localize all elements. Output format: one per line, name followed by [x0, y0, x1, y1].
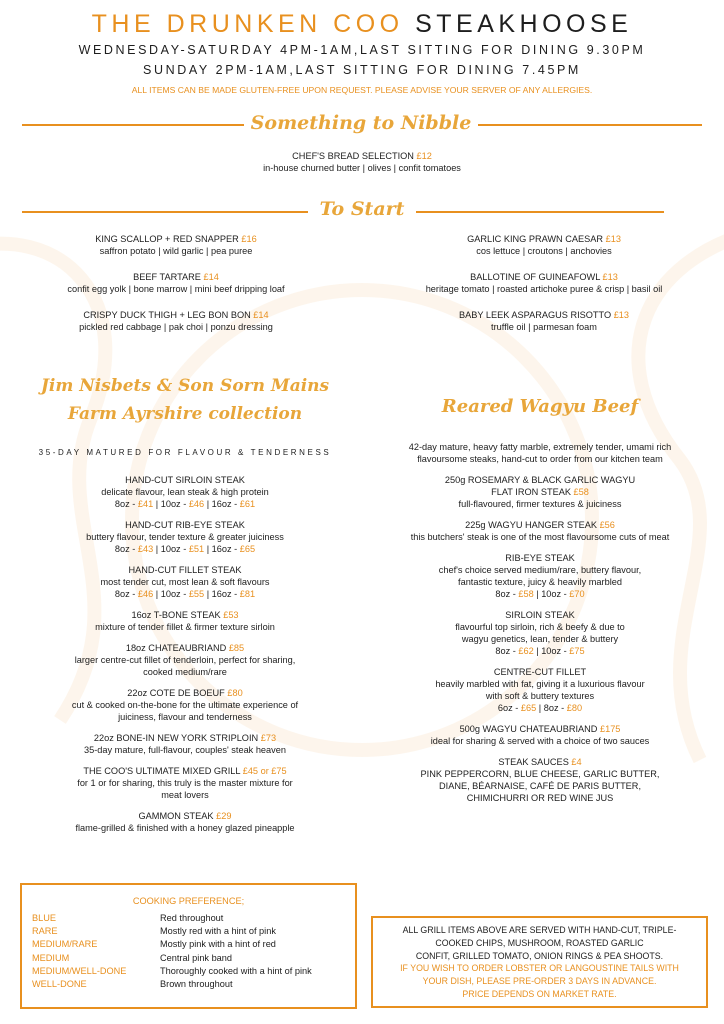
heading-line: Jim Nisbets & Son Sorn Mains — [40, 376, 330, 396]
item-description: this butchers' steak is one of the most flavoursome cuts of meat — [410, 532, 670, 542]
menu-item — [20, 309, 332, 333]
starters-right-column — [384, 233, 704, 333]
item-name: 22oz COTE DE BOEUF — [127, 688, 225, 698]
divider-left — [22, 124, 244, 126]
cooking-row: MEDIUM Central pink band — [32, 952, 233, 963]
item-sizes: 8oz - £46 | 10oz - £55 | 16oz - £81 — [114, 589, 256, 599]
note-line: PRICE DEPENDS ON MARKET RATE. — [462, 988, 617, 999]
wagyu-intro: 42-day mature, heavy fatty marble, extremely tender, umami rich flavoursome steaks, hand-cut to order from our kitchen team — [408, 442, 672, 464]
item-sizes: 8oz - £43 | 10oz - £51 | 16oz - £65 — [114, 544, 256, 554]
item-price: £85 — [228, 643, 245, 653]
menu-item — [384, 271, 704, 295]
title-part-1: THE DRUNKEN COO — [91, 10, 404, 38]
item-price: £13 — [613, 310, 630, 320]
menu-item — [384, 309, 704, 333]
item-description: with soft & buttery textures — [485, 691, 595, 701]
item-name: BEEF TARTARE — [133, 272, 201, 282]
menu-item — [0, 150, 724, 174]
item-name: GARLIC KING PRAWN CAESAR — [467, 234, 604, 244]
note-line: COOKED CHIPS, MUSHROOM, ROASTED GARLIC — [435, 937, 644, 948]
jim-steaks-column — [20, 474, 350, 834]
item-sizes: 8oz - £41 | 10oz - £46 | 16oz - £61 — [114, 499, 256, 509]
item-description: fantastic texture, juicy & heavily marbled — [458, 577, 622, 587]
menu-item — [20, 609, 350, 633]
item-description: larger centre-cut fillet of tenderloin, perfect for sharing, — [74, 655, 296, 665]
section-subheading-jim: 35-DAY MATURED FOR FLAVOUR & TENDERNESS — [38, 448, 332, 457]
section-heading-jim — [20, 372, 350, 428]
menu-item — [384, 233, 704, 257]
item-price: £53 — [223, 610, 239, 620]
section-heading-wagyu: Reared Wagyu Beef — [441, 396, 639, 417]
item-name: 18oz CHATEAUBRIAND — [125, 643, 227, 653]
menu-item — [20, 271, 332, 295]
item-price: £13 — [602, 272, 618, 282]
item-name: 225g WAGYU HANGER STEAK — [465, 520, 597, 530]
cooking-title: COOKING PREFERENCE; — [132, 896, 245, 906]
menu-item — [20, 810, 350, 834]
item-description: buttery flavour, tender texture & greater juiciness — [86, 532, 284, 542]
menu-item — [20, 642, 350, 678]
item-description: flame-grilled & finished with a honey glazed pineapple — [75, 823, 295, 833]
item-name: CRISPY DUCK THIGH + LEG BON BON — [83, 310, 251, 320]
item-description: cos lettuce | croutons | anchovies — [476, 246, 612, 256]
item-description: full-flavoured, firmer textures & juiciness — [458, 499, 622, 509]
item-description: cut & cooked on-the-bone for the ultimate experience of — [71, 700, 299, 710]
cooking-row: BLUE Red throughout — [32, 913, 224, 923]
cooking-preference-box — [20, 883, 357, 1009]
item-description: heritage tomato | roasted artichoke puree & crisp | basil oil — [425, 284, 663, 294]
restaurant-title — [0, 10, 724, 39]
item-description: heavily marbled with fat, giving it a luxurious flavour — [435, 679, 645, 689]
cooking-row: MEDIUM/WELL-DONE Thoroughly cooked with a hint of pink — [32, 965, 312, 976]
divider-right — [478, 124, 702, 126]
section-heading-nibble: Something to Nibble — [250, 112, 472, 134]
item-name: BABY LEEK ASPARAGUS RISOTTO — [458, 310, 612, 320]
item-price: £175 — [599, 724, 621, 734]
item-description: pickled red cabbage | pak choi | ponzu dressing — [79, 322, 273, 332]
allergy-notice: ALL ITEMS CAN BE MADE GLUTEN-FREE UPON REQUEST. PLEASE ADVISE YOUR SERVER OF ANY ALLERGIES. — [131, 85, 593, 95]
item-description: delicate flavour, lean steak & high protein — [101, 487, 269, 497]
item-sizes: 6oz - £65 | 8oz - £80 — [497, 703, 583, 713]
item-description: mixture of tender fillet & firmer texture sirloin — [95, 622, 275, 632]
item-name: 22oz BONE-IN NEW YORK STRIPLOIN — [93, 733, 259, 743]
menu-item — [20, 474, 350, 510]
menu-item — [370, 519, 710, 543]
item-name: RIB-EYE STEAK — [505, 553, 575, 563]
divider-right — [416, 211, 664, 213]
cooking-row: MEDIUM/RARE Mostly pink with a hint of red — [32, 939, 276, 950]
sauce-line: CHIMICHURRI OR RED WINE JUS — [466, 793, 614, 803]
hours-line-1: WEDNESDAY-SATURDAY 4PM-1AM,LAST SITTING FOR DINING 9.30PM — [78, 43, 646, 57]
item-description: for 1 or for sharing, this truly is the master mixture for — [77, 778, 293, 788]
starters-left-column — [20, 233, 332, 333]
item-description: flavourful top sirloin, rich & beefy & due to — [455, 622, 625, 632]
note-line: ALL GRILL ITEMS ABOVE ARE SERVED WITH HAND-CUT, TRIPLE- — [402, 925, 677, 935]
item-price: £45 or £75 — [242, 766, 287, 776]
item-description: truffle oil | parmesan foam — [491, 322, 597, 332]
section-heading-start: To Start — [319, 198, 405, 220]
item-price: £56 — [599, 520, 615, 530]
menu-item — [370, 723, 710, 747]
item-description: confit egg yolk | bone marrow | mini beef dripping loaf — [67, 284, 285, 294]
note-line: YOUR DISH, PLEASE PRE-ORDER 3 DAYS IN ADVANCE. — [422, 976, 657, 987]
item-name: 16oz T-BONE STEAK — [131, 610, 221, 620]
cooking-row: WELL-DONE Brown throughout — [32, 979, 233, 990]
item-price: £4 — [571, 757, 582, 767]
wagyu-column — [370, 441, 710, 804]
menu-item — [370, 666, 710, 714]
item-name: HAND-CUT RIB-EYE STEAK — [125, 520, 245, 530]
item-price: £13 — [605, 234, 621, 244]
item-name: HAND-CUT SIRLOIN STEAK — [125, 475, 245, 485]
item-sizes: 8oz - £58 | 10oz - £70 — [495, 589, 585, 599]
item-price: £14 — [253, 310, 269, 320]
sauce-line: DIANE, BÉARNAISE, CAFÉ DE PARIS BUTTER, — [439, 781, 641, 791]
item-name: STEAK SAUCES — [498, 757, 569, 767]
item-description: wagyu genetics, lean, tender & buttery — [461, 634, 619, 644]
item-name: KING SCALLOP + RED SNAPPER — [95, 234, 239, 244]
item-name: CHEF'S BREAD SELECTION — [292, 151, 414, 161]
item-description: saffron potato | wild garlic | pea puree — [99, 246, 253, 256]
title-part-2: STEAKHOOSE — [415, 10, 633, 38]
item-price: £12 — [416, 151, 432, 161]
item-description: most tender cut, most lean & soft flavours — [100, 577, 270, 587]
menu-item — [20, 519, 350, 555]
heading-line: Farm Ayrshire collection — [67, 404, 303, 424]
note-line: CONFIT, GRILLED TOMATO, ONION RINGS & PEA SHOOTS. — [415, 950, 664, 961]
item-name: FLAT IRON STEAK — [491, 487, 571, 497]
hours-line-2: SUNDAY 2PM-1AM,LAST SITTING FOR DINING 7.45PM — [143, 63, 581, 77]
item-description: 35-day mature, full-flavour, couples' steak heaven — [84, 745, 286, 755]
note-line: IF YOU WISH TO ORDER LOBSTER OR LANGOUSTINE TAILS WITH — [400, 963, 679, 974]
item-description: in-house churned butter | olives | confit tomatoes — [263, 163, 461, 173]
cooking-row: RARE Mostly red with a hint of pink — [32, 926, 276, 937]
sauce-line: PINK PEPPERCORN, BLUE CHEESE, GARLIC BUTTER, — [420, 769, 660, 779]
item-description: cooked medium/rare — [143, 667, 227, 677]
item-description: juiciness, flavour and tenderness — [118, 712, 252, 722]
menu-item — [370, 552, 710, 600]
grill-note-box — [371, 916, 708, 1008]
item-price: £73 — [260, 733, 277, 743]
item-description: ideal for sharing & served with a choice of two sauces — [430, 736, 650, 746]
item-price: £58 — [573, 487, 589, 497]
item-description: chef's choice served medium/rare, buttery flavour, — [438, 565, 642, 575]
item-price: £29 — [216, 811, 232, 821]
menu-item — [20, 564, 350, 600]
item-price: £80 — [227, 688, 243, 698]
item-description: meat lovers — [161, 790, 209, 800]
menu-item — [20, 732, 350, 756]
steak-sauces — [370, 756, 710, 804]
menu-item — [20, 687, 350, 723]
divider-left — [22, 211, 308, 213]
menu-item — [370, 609, 710, 657]
item-name: SIRLOIN STEAK — [505, 610, 575, 620]
item-price: £16 — [241, 234, 257, 244]
item-name: 500g WAGYU CHATEAUBRIAND — [459, 724, 598, 734]
menu-item — [20, 765, 350, 801]
item-name: CENTRE-CUT FILLET — [493, 667, 587, 677]
item-name: HAND-CUT FILLET STEAK — [128, 565, 242, 575]
item-name: 250g ROSEMARY & BLACK GARLIC WAGYU — [444, 475, 636, 485]
item-name: THE COO'S ULTIMATE MIXED GRILL — [83, 766, 241, 776]
item-name: GAMMON STEAK — [138, 811, 214, 821]
item-name: BALLOTINE OF GUINEAFOWL — [470, 272, 600, 282]
item-sizes: 8oz - £62 | 10oz - £75 — [495, 646, 585, 656]
menu-item — [20, 233, 332, 257]
item-price: £14 — [203, 272, 219, 282]
menu-item — [370, 474, 710, 510]
